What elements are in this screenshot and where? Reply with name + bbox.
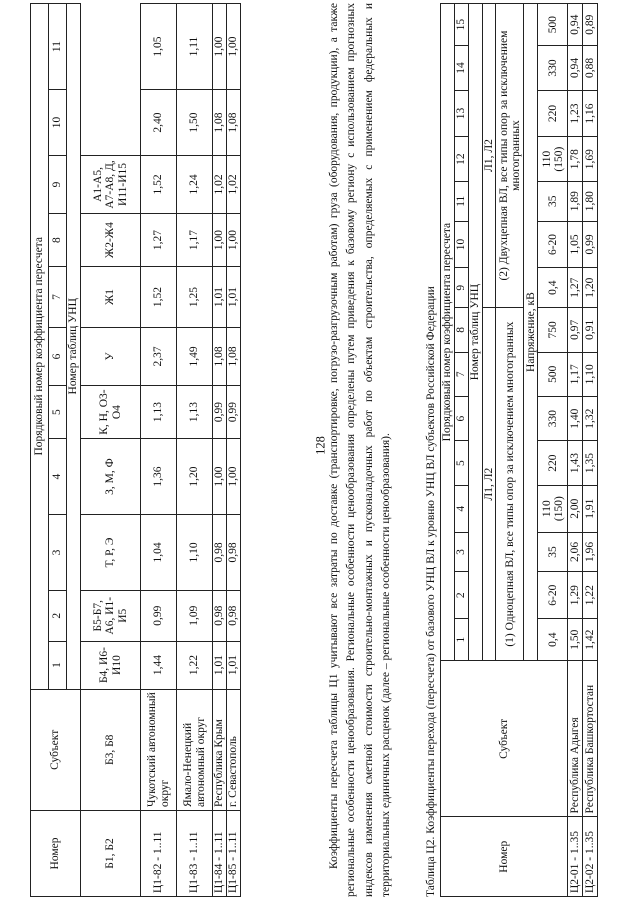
t2-header-nomer: Номер (441, 817, 568, 897)
voltage-kv: 6-20 (538, 572, 568, 619)
unc-code: Т, Р, Э (81, 515, 141, 591)
coef-index: 4 (455, 485, 469, 532)
coef-index: 9 (455, 268, 469, 308)
voltage-kv: 500 (538, 352, 568, 396)
coef-index: 7 (49, 267, 67, 328)
coef-value: 1,91 (583, 485, 598, 532)
header-coef-title: Порядковый номер коэффициента пересчета (31, 4, 49, 690)
t2-group-left: Л1, Л2 (483, 308, 496, 661)
coef-value: 1,01 (213, 641, 227, 689)
unc-code: Б5-Б7, А6, И1-И5 (81, 590, 141, 641)
page-number: 128 (313, 436, 328, 455)
coef-value: 1,02 (227, 155, 241, 213)
row-code: Ц1-82 - 1..11 (141, 811, 177, 897)
voltage-kv: 0,4 (538, 619, 568, 661)
coef-value: 2,06 (568, 532, 583, 572)
coef-value: 1,20 (583, 268, 598, 308)
coef-value: 1,27 (568, 268, 583, 308)
coef-value: 1,01 (213, 267, 227, 328)
unc-code: З, М, Ф (81, 439, 141, 515)
row-code: Ц2-02 - 1..35 (583, 817, 598, 897)
coef-value: 1,29 (568, 572, 583, 619)
row-subject: Республика Адыгея (568, 661, 583, 817)
t2-header-unc-tables: Номер таблиц УНЦ (469, 4, 483, 661)
coef-index: 9 (49, 155, 67, 213)
coef-value: 0,88 (583, 46, 598, 90)
coef-value: 1,00 (213, 4, 227, 90)
row-code: Ц1-84 - 1..11 (213, 811, 227, 897)
voltage-kv: 35 (538, 532, 568, 572)
voltage-kv: 750 (538, 308, 568, 352)
coef-value: 0,98 (227, 590, 241, 641)
coef-index: 13 (455, 90, 469, 137)
coef-index: 8 (49, 214, 67, 267)
paragraph-text: Коэффициенты пересчета таблицы Ц1 учитывают все затраты по доставке (транспортировке, погрузо-разгрузочным работам) груза (оборудования, продукции), а также региональные особенности ценообразования. Региональные особенности ценообразования определены путем приведения к базовому региону с использованием прогнозных индексов изменения сметной стоимости строительно-монтажных и пусконаладочных работ по объектам строительства, определяемых с применением федеральных и территориальных единичных расценок (далее – региональные особенности ценообразования). (328, 3, 392, 897)
table-transition-coefficients-c2 (440, 3, 598, 897)
voltage-kv: 500 (538, 4, 568, 46)
coef-value: 1,50 (177, 90, 213, 156)
coef-value: 1,13 (177, 386, 213, 439)
coef-value: 1,35 (583, 441, 598, 485)
coef-value: 1,22 (177, 641, 213, 689)
unc-code: У (81, 327, 141, 385)
voltage-kv: 6-20 (538, 221, 568, 268)
unc-code: Б1, Б2 (81, 811, 141, 897)
coef-index: 3 (455, 532, 469, 572)
coef-value: 1,17 (177, 214, 213, 267)
coef-value: 1,16 (583, 90, 598, 137)
coef-value: 1,00 (227, 214, 241, 267)
coef-value: 1,00 (227, 4, 241, 90)
coef-value: 1,02 (213, 155, 227, 213)
coef-index: 10 (455, 221, 469, 268)
coef-value: 1,43 (568, 441, 583, 485)
coef-value: 0,99 (213, 386, 227, 439)
coef-value: 0,94 (568, 46, 583, 90)
voltage-kv: 330 (538, 46, 568, 90)
coef-value: 1,08 (227, 90, 241, 156)
unc-code: Ж2-Ж4 (81, 214, 141, 267)
coef-value: 1,40 (568, 396, 583, 440)
coef-value: 2,40 (141, 90, 177, 156)
coef-value: 1,08 (213, 327, 227, 385)
coef-value: 0,98 (213, 515, 227, 591)
table-row (568, 4, 583, 897)
coef-value: 1,89 (568, 181, 583, 221)
coef-value: 1,24 (177, 155, 213, 213)
coef-value: 1,52 (141, 155, 177, 213)
coef-value: 0,99 (583, 221, 598, 268)
coef-value: 1,52 (141, 267, 177, 328)
table-row (583, 4, 598, 897)
coef-value: 1,01 (227, 267, 241, 328)
unc-code: Ж1 (81, 267, 141, 328)
voltage-kv: 110 (150) (538, 137, 568, 181)
coef-index: 4 (49, 439, 67, 515)
row-subject: Чукотский автономный округ (141, 689, 177, 810)
coef-value: 1,05 (568, 221, 583, 268)
coef-index: 1 (49, 641, 67, 689)
voltage-kv: 220 (538, 441, 568, 485)
row-subject: г. Севастополь (227, 689, 241, 810)
t2-group-right: Л1, Л2 (483, 4, 496, 308)
coef-index: 6 (455, 396, 469, 440)
coef-value: 1,08 (227, 327, 241, 385)
t2-double-circuit-label: (2) Двухцепная ВЛ, все типы опор за исключением многогранных (496, 4, 524, 308)
coef-value: 0,99 (227, 386, 241, 439)
coef-value: 1,00 (227, 439, 241, 515)
t2-voltage-label: Напряжение, кВ (524, 4, 538, 661)
table-row (213, 4, 227, 897)
voltage-kv: 330 (538, 396, 568, 440)
coef-value: 1,23 (568, 90, 583, 137)
coef-value: 0,91 (583, 308, 598, 352)
table-row (227, 4, 241, 897)
coef-index: 6 (49, 327, 67, 385)
coef-value: 0,89 (583, 4, 598, 46)
explanatory-paragraph (326, 3, 395, 897)
coef-value: 2,00 (568, 485, 583, 532)
coef-value: 0,97 (568, 308, 583, 352)
table-regional-coefficients-c1 (30, 3, 241, 897)
coef-value: 1,08 (213, 90, 227, 156)
coef-value: 1,13 (141, 386, 177, 439)
coef-index: 11 (49, 4, 67, 90)
coef-value: 1,22 (583, 572, 598, 619)
coef-value: 1,96 (583, 532, 598, 572)
coef-value: 2,37 (141, 327, 177, 385)
coef-value: 1,27 (141, 214, 177, 267)
coef-value: 1,36 (141, 439, 177, 515)
coef-index: 5 (455, 441, 469, 485)
coef-value: 1,09 (177, 590, 213, 641)
coef-value: 1,05 (141, 4, 177, 90)
coef-value: 1,78 (568, 137, 583, 181)
unc-code: Б4, И6-И10 (81, 641, 141, 689)
coef-value: 0,98 (227, 515, 241, 591)
t2-header-coef-title: Порядковый номер коэффициента пересчета (441, 4, 455, 661)
t2-single-circuit-label: (1) Одноцепная ВЛ, все типы опор за исключением многогранных (496, 308, 524, 661)
coef-value: 1,11 (177, 4, 213, 90)
coef-value: 1,50 (568, 619, 583, 661)
coef-value: 1,10 (177, 515, 213, 591)
table-row (177, 4, 213, 897)
coef-value: 1,42 (583, 619, 598, 661)
coef-index: 15 (455, 4, 469, 46)
coef-value: 1,10 (583, 352, 598, 396)
coef-value: 1,25 (177, 267, 213, 328)
coef-index: 14 (455, 46, 469, 90)
coef-index: 1 (455, 619, 469, 661)
row-code: Ц1-85 - 1..11 (227, 811, 241, 897)
voltage-kv: 35 (538, 181, 568, 221)
unc-code: Б3, Б8 (81, 689, 141, 810)
coef-value: 1,17 (568, 352, 583, 396)
coef-index: 3 (49, 515, 67, 591)
voltage-kv: 0,4 (538, 268, 568, 308)
row-subject: Ямало-Ненецкий автономный округ (177, 689, 213, 810)
unc-code: К, Н, О3-О4 (81, 386, 141, 439)
coef-index: 11 (455, 181, 469, 221)
header-nomer: Номер (31, 811, 81, 897)
coef-index: 7 (455, 352, 469, 396)
table-row (141, 4, 177, 897)
t2-header-subject: Субъект (441, 661, 568, 817)
coef-index: 10 (49, 90, 67, 156)
coef-index: 2 (49, 590, 67, 641)
coef-value: 1,20 (177, 439, 213, 515)
coef-value: 1,69 (583, 137, 598, 181)
row-code: Ц1-83 - 1..11 (177, 811, 213, 897)
coef-value: 1,49 (177, 327, 213, 385)
coef-value: 1,00 (213, 214, 227, 267)
coef-value: 0,99 (141, 590, 177, 641)
coef-index: 12 (455, 137, 469, 181)
coef-value: 1,01 (227, 641, 241, 689)
coef-index: 2 (455, 572, 469, 619)
unc-code: А1-А5, А7-А8, Д, И11-И15 (81, 155, 141, 213)
row-subject: Республика Башкортостан (583, 661, 598, 817)
header-subject: Субъект (31, 689, 81, 810)
voltage-kv: 220 (538, 90, 568, 137)
coef-value: 1,32 (583, 396, 598, 440)
coef-value: 0,98 (213, 590, 227, 641)
coef-value: 1,04 (141, 515, 177, 591)
table2-caption: Таблица Ц2. Коэффициенты перехода (пересчета) от базового УНЦ ВЛ к уровню УНЦ ВЛ субъектов Российской Федерации (425, 286, 437, 897)
coef-value: 1,44 (141, 641, 177, 689)
row-subject: Республика Крым (213, 689, 227, 810)
row-code: Ц2-01 - 1..35 (568, 817, 583, 897)
coef-value: 0,94 (568, 4, 583, 46)
coef-index: 8 (455, 308, 469, 352)
coef-value: 1,00 (213, 439, 227, 515)
header-unc-tables: Номер таблиц УНЦ (67, 4, 81, 690)
coef-index: 5 (49, 386, 67, 439)
voltage-kv: 110 (150) (538, 485, 568, 532)
coef-value: 1,80 (583, 181, 598, 221)
